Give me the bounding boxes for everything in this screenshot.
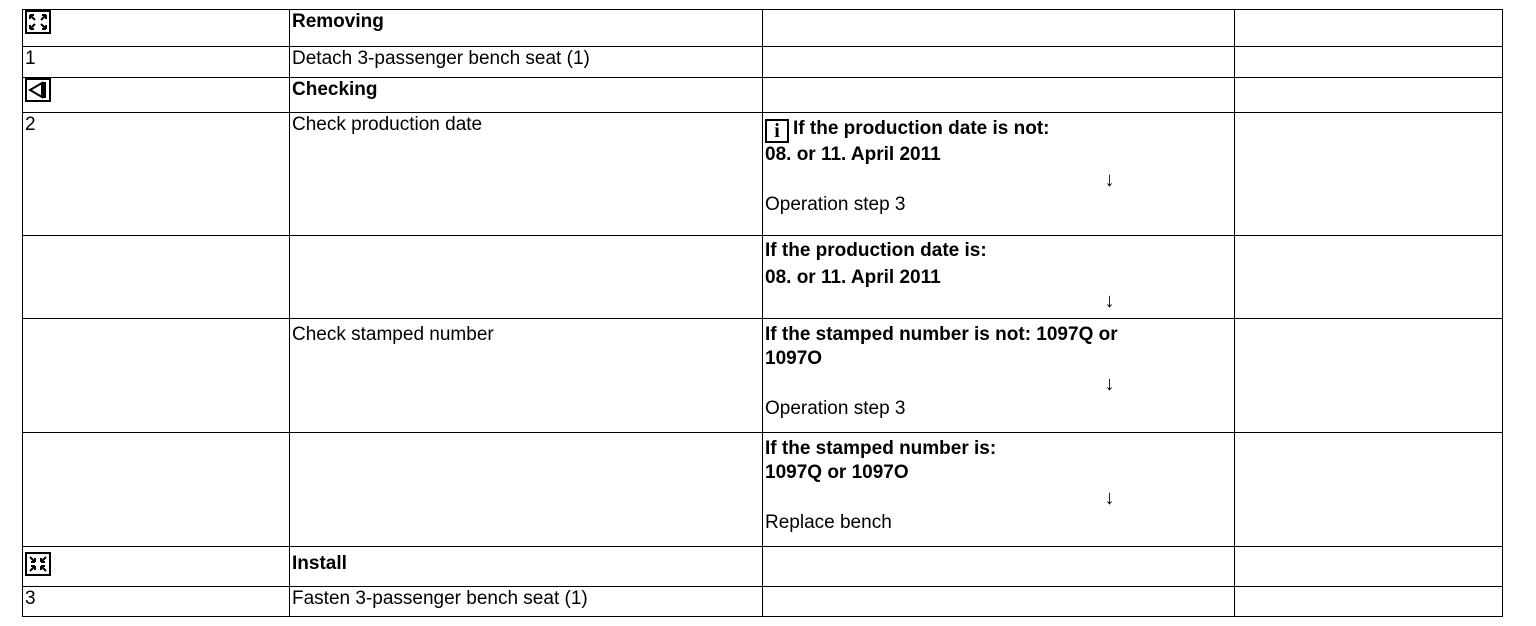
notes-cell: [1235, 236, 1503, 319]
arrow-down-icon: ↓: [1104, 169, 1115, 191]
condition-line: 08. or 11. April 2011: [765, 144, 941, 165]
step-text: Check stamped number: [290, 319, 763, 433]
operation-steps-table: [22, 9, 1503, 617]
condition-cell: [763, 10, 1235, 47]
condition-cell: [763, 47, 1235, 78]
condition-result: Operation step 3: [765, 194, 906, 215]
checking-icon: [25, 78, 51, 109]
condition-cell: [763, 113, 1235, 236]
notes-cell: [1235, 113, 1503, 236]
condition-heading: [765, 117, 1234, 143]
condition-line: 08. or 11. April 2011: [765, 267, 941, 288]
removing-icon: [25, 10, 51, 41]
step-text: [290, 236, 763, 319]
notes-cell: [1235, 10, 1503, 47]
notes-cell: [1235, 587, 1503, 617]
condition-cell: [763, 433, 1235, 547]
notes-cell: [1235, 319, 1503, 433]
step-row: [23, 236, 1503, 319]
step-number: [23, 433, 290, 547]
condition-cell: [763, 587, 1235, 617]
notes-cell: [1235, 547, 1503, 587]
section-row-removing: [23, 10, 1503, 47]
step-row: [23, 47, 1503, 78]
step-row: [23, 433, 1503, 547]
step-row: [23, 113, 1503, 236]
notes-cell: [1235, 47, 1503, 78]
condition-result: Replace bench: [765, 512, 892, 533]
notes-cell: [1235, 78, 1503, 113]
condition-line: If the stamped number is:: [765, 438, 997, 459]
condition-cell: [763, 547, 1235, 587]
condition-result: Operation step 3: [765, 398, 906, 419]
arrow-down-icon: ↓: [1104, 290, 1115, 312]
install-icon: [25, 552, 51, 583]
condition-cell: [763, 236, 1235, 319]
step-row: [23, 319, 1503, 433]
section-row-checking: [23, 78, 1503, 113]
arrow-down-icon: ↓: [1104, 487, 1115, 509]
section-title: Install: [290, 547, 763, 587]
step-number: 3: [23, 587, 290, 617]
condition-cell: [763, 78, 1235, 113]
condition-line: 1097Q or 1097O: [765, 462, 909, 483]
step-text: [290, 433, 763, 547]
condition-line: If the stamped number is not: 1097Q or: [765, 324, 1118, 345]
step-text: Detach 3-passenger bench seat (1): [290, 47, 763, 78]
step-cell: [23, 547, 290, 587]
notes-cell: [1235, 433, 1503, 547]
condition-line: If the production date is not:: [793, 118, 1050, 139]
step-cell: [23, 10, 290, 47]
step-text: Check production date: [290, 113, 763, 236]
arrow-down-icon: ↓: [1104, 373, 1115, 395]
step-number: 1: [23, 47, 290, 78]
condition-cell: [763, 319, 1235, 433]
step-row: [23, 587, 1503, 617]
step-number: 2: [23, 113, 290, 236]
condition-line: If the production date is:: [765, 240, 987, 261]
section-title: Checking: [290, 78, 763, 113]
step-number: [23, 236, 290, 319]
step-text: Fasten 3-passenger bench seat (1): [290, 587, 763, 617]
condition-line: 1097O: [765, 348, 823, 369]
info-icon: i: [765, 119, 789, 143]
step-cell: [23, 78, 290, 113]
section-row-install: [23, 547, 1503, 587]
step-number: [23, 319, 290, 433]
section-title: Removing: [290, 10, 763, 47]
